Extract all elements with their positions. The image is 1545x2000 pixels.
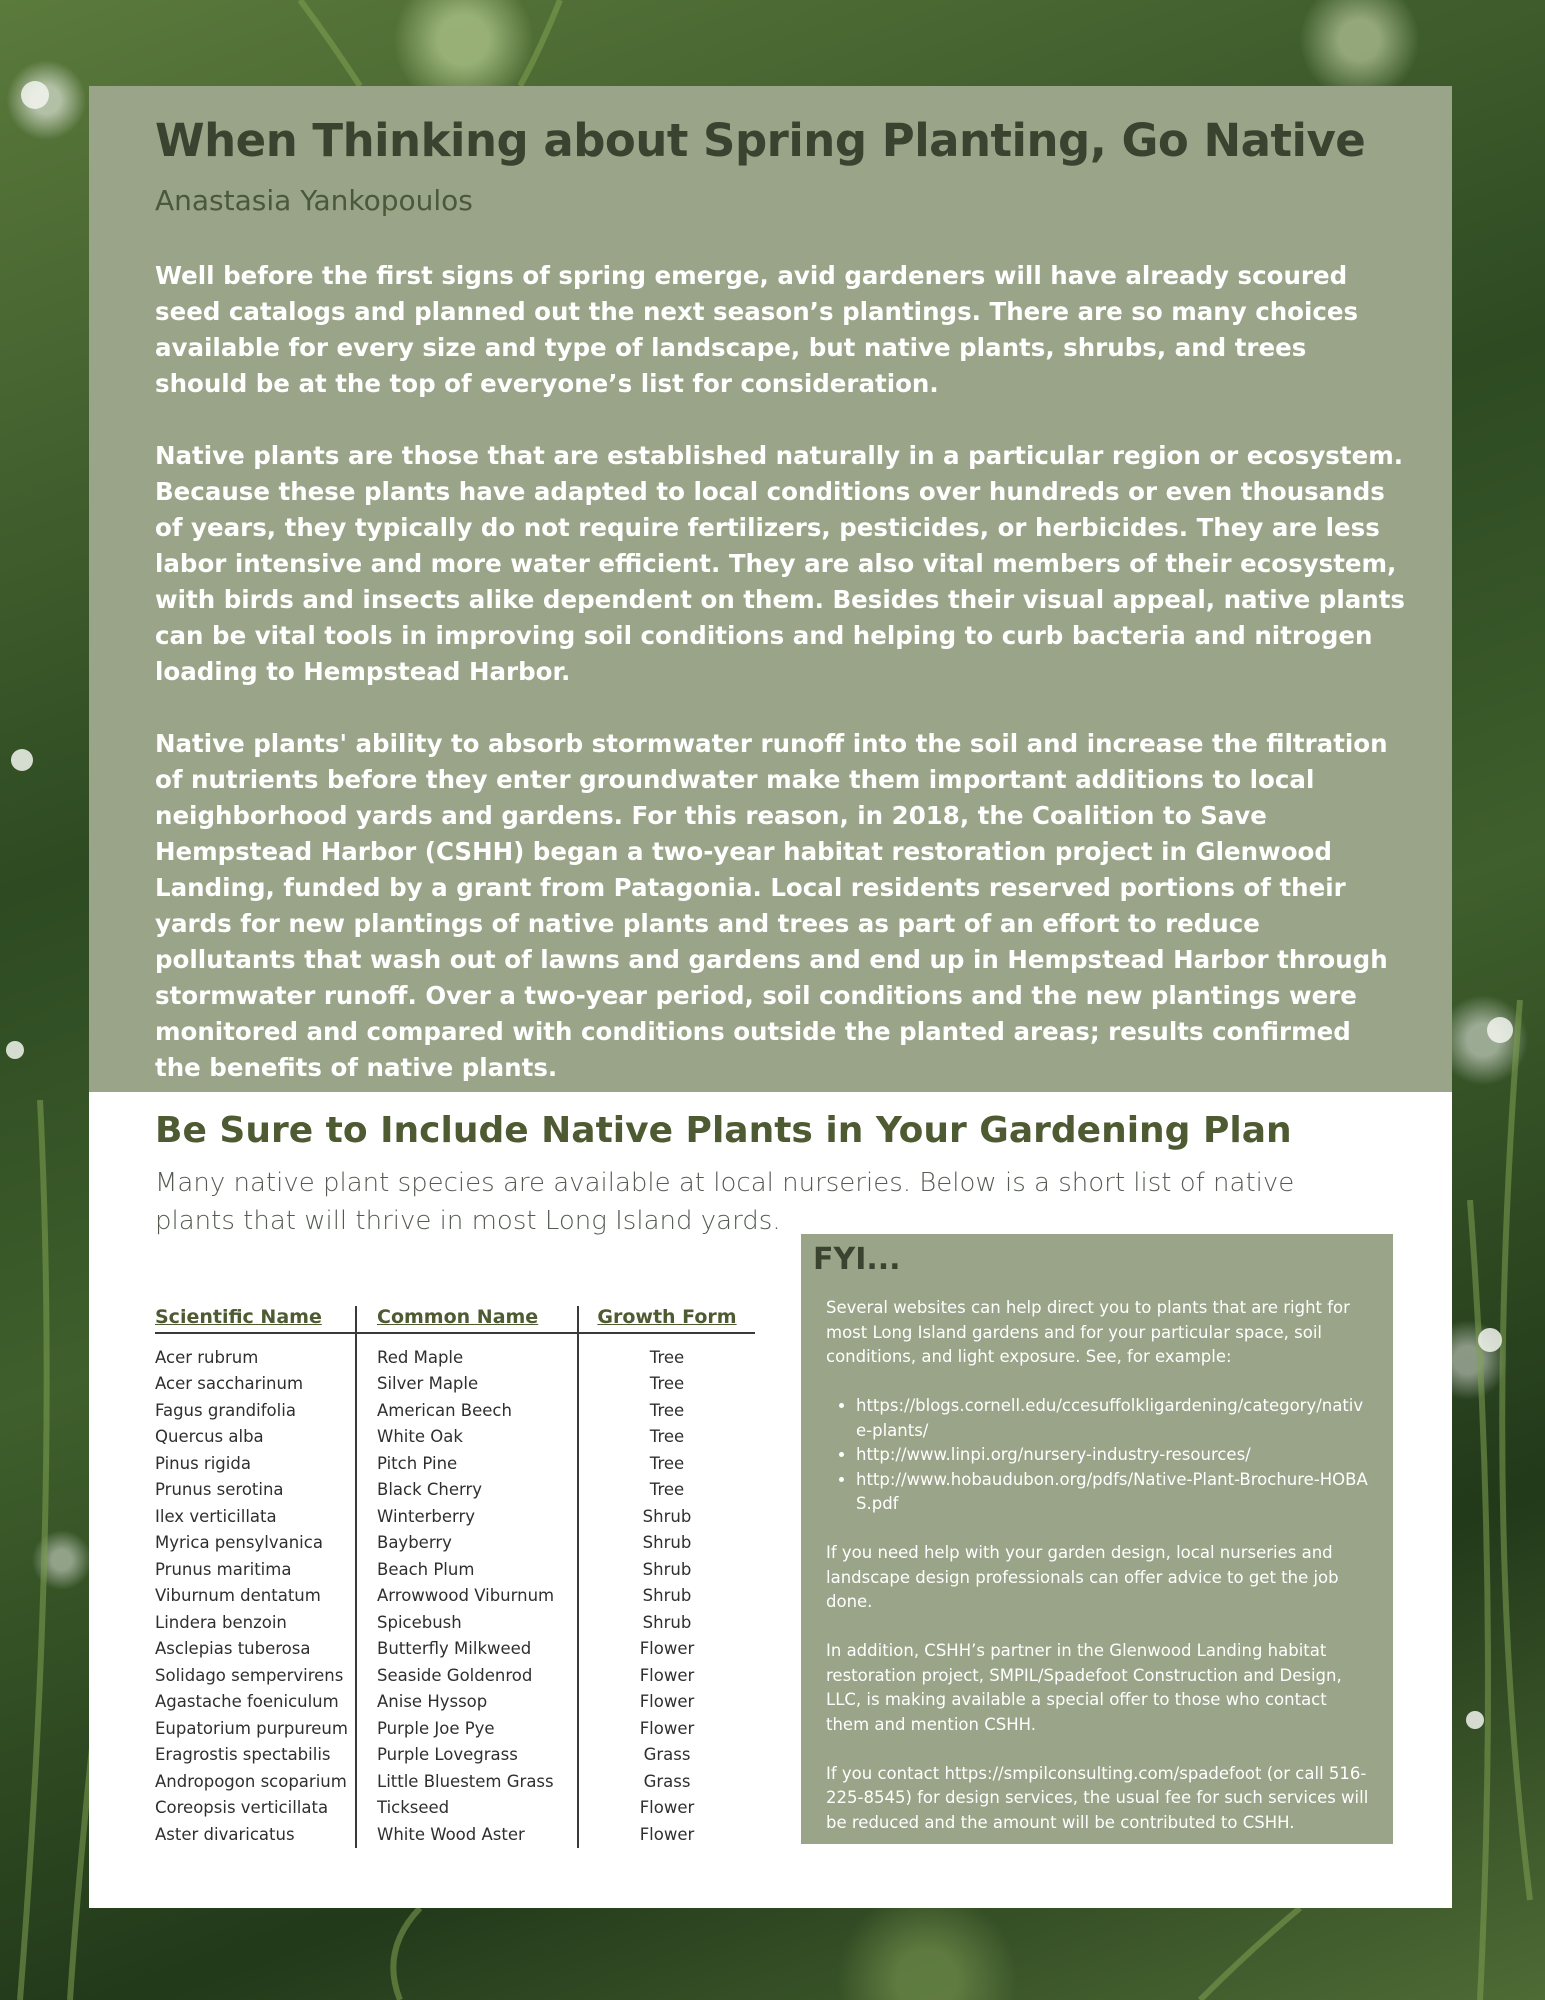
common-name-cell: Little Bluestem Grass [356, 1768, 578, 1795]
fyi-paragraph: If you contact https://smpilconsulting.com/spadefoot (or call 516-225-8545) for design services, the usual fee for such services will be reduced and the amount will be contributed to CSHH. [826, 1763, 1369, 1832]
fyi-title: FYI... [813, 1242, 901, 1277]
growth-form-cell: Flower [578, 1662, 755, 1689]
table-row [155, 1609, 755, 1636]
scientific-name-cell: Asclepias tuberosa [155, 1639, 311, 1659]
scientific-name-cell: Myrica pensylvanica [155, 1533, 323, 1553]
common-name-cell: Tickseed [356, 1795, 578, 1822]
table-header-row [155, 1306, 755, 1333]
fyi-link[interactable]: • http://www.linpi.org/nursery-industry-resources/ [856, 1443, 1371, 1468]
scientific-name-cell: Aster divaricatus [155, 1824, 295, 1844]
scientific-name-cell: Fagus grandifolia [155, 1400, 296, 1420]
common-name-cell: White Wood Aster [356, 1821, 578, 1848]
scientific-name-cell: Acer rubrum [155, 1347, 259, 1367]
table-row [155, 1333, 755, 1371]
article-author: Anastasia Yankopoulos [155, 184, 473, 217]
scientific-name-cell: Prunus serotina [155, 1480, 284, 1500]
growth-form-cell: Flower [578, 1821, 755, 1848]
article-paragraph: Well before the first signs of spring emerge, avid gardeners will have already scoured seed catalogs and planned out the next season’s plantings. There are so many choices available for every size and type of landscape, but native plants, shrubs, and trees should be at the top of everyone’s list for consideration. [155, 261, 1359, 398]
growth-form-cell: Grass [578, 1742, 755, 1769]
column-header-growth-form: Growth Form [578, 1306, 755, 1333]
table-row [155, 1397, 755, 1424]
scientific-name-cell: Agastache foeniculum [155, 1692, 339, 1712]
common-name-cell: Bayberry [356, 1530, 578, 1557]
table-row [155, 1371, 755, 1398]
fyi-link[interactable]: • http://www.hobaudubon.org/pdfs/Native-Plant-Brochure-HOBAS.pdf [856, 1468, 1371, 1517]
article-paragraph: Native plants are those that are established naturally in a particular region or ecosystem. Because these plants have adapted to local conditions over hundreds or even thousands of years, they typically do not require fertilizers, pesticides, or herbicides. They are less labor intensive and more water efficient. They are also vital members of their ecosystem, with birds and insects alike dependent on them. Besides their visual appeal, native plants can be vital tools in improving soil conditions and helping to curb bacteria and nitrogen loading to Hempstead Harbor. [155, 441, 1406, 686]
scientific-name-cell: Eupatorium purpureum [155, 1718, 348, 1738]
column-header-common-name: Common Name [356, 1306, 578, 1333]
table-row [155, 1662, 755, 1689]
section-intro: Many native plant species are available at local nurseries. Below is a short list of native plants that will thrive in most Long Island yards. [155, 1168, 1295, 1236]
scientific-name-cell: Solidago sempervirens [155, 1665, 344, 1685]
table-row [155, 1503, 755, 1530]
common-name-cell: Red Maple [356, 1333, 578, 1371]
growth-form-cell: Tree [578, 1397, 755, 1424]
common-name-cell: Purple Lovegrass [356, 1742, 578, 1769]
scientific-name-cell: Ilex verticillata [155, 1506, 277, 1526]
growth-form-cell: Tree [578, 1450, 755, 1477]
fyi-body [826, 1296, 1371, 1860]
common-name-cell: Anise Hyssop [356, 1689, 578, 1716]
growth-form-cell: Flower [578, 1636, 755, 1663]
growth-form-cell: Shrub [578, 1556, 755, 1583]
common-name-cell: Butterfly Milkweed [356, 1636, 578, 1663]
growth-form-cell: Shrub [578, 1530, 755, 1557]
growth-form-cell: Tree [578, 1371, 755, 1398]
common-name-cell: Seaside Goldenrod [356, 1662, 578, 1689]
growth-form-cell: Flower [578, 1795, 755, 1822]
table-row [155, 1477, 755, 1504]
scientific-name-cell: Viburnum dentatum [155, 1586, 321, 1606]
scientific-name-cell: Prunus maritima [155, 1559, 292, 1579]
table-body [155, 1333, 755, 1848]
common-name-cell: Winterberry [356, 1503, 578, 1530]
scientific-name-cell: Acer saccharinum [155, 1374, 304, 1394]
table-row [155, 1636, 755, 1663]
common-name-cell: Arrowwood Viburnum [356, 1583, 578, 1610]
table-row [155, 1450, 755, 1477]
common-name-cell: American Beech [356, 1397, 578, 1424]
article-sheet [89, 86, 1452, 1908]
scientific-name-cell: Pinus rigida [155, 1453, 251, 1473]
growth-form-cell: Flower [578, 1689, 755, 1716]
table-row [155, 1689, 755, 1716]
fyi-box [801, 1234, 1393, 1844]
table-row [155, 1742, 755, 1769]
table-row [155, 1530, 755, 1557]
common-name-cell: Beach Plum [356, 1556, 578, 1583]
scientific-name-cell: Andropogon scoparium [155, 1771, 347, 1791]
fyi-intro: Several websites can help direct you to plants that are right for most Long Island gardens and for your particular space, soil conditions, and light exposure. See, for example: [826, 1298, 1350, 1366]
article-body [155, 258, 1405, 1122]
common-name-cell: Pitch Pine [356, 1450, 578, 1477]
common-name-cell: White Oak [356, 1424, 578, 1451]
growth-form-cell: Shrub [578, 1583, 755, 1610]
growth-form-cell: Tree [578, 1477, 755, 1504]
table-row [155, 1795, 755, 1822]
growth-form-cell: Flower [578, 1715, 755, 1742]
table-row [155, 1768, 755, 1795]
fyi-paragraph: In addition, CSHH’s partner in the Glenwood Landing habitat restoration project, SMPIL/Spadefoot Construction and Design, LLC, is making available a special offer to those who contact them and mention CSHH. [826, 1641, 1342, 1734]
table-row [155, 1715, 755, 1742]
article-panel [89, 86, 1452, 1092]
table-row [155, 1821, 755, 1848]
fyi-paragraph: If you need help with your garden design, local nurseries and landscape design professionals can offer advice to get the job done. [826, 1543, 1339, 1611]
table-row [155, 1424, 755, 1451]
table-row [155, 1583, 755, 1610]
fyi-link[interactable]: • https://blogs.cornell.edu/ccesuffolkligardening/category/native-plants/ [856, 1394, 1371, 1443]
article-paragraph: Native plants' ability to absorb stormwater runoff into the soil and increase the filtration of nutrients before they enter groundwater make them important additions to local neighborhood yards and gardens. For this reason, in 2018, the Coalition to Save Hempstead Harbor (CSHH) began a two-year habitat restoration project in Glenwood Landing, funded by a grant from Patagonia. Local residents reserved portions of their yards for new plantings of native plants and trees as part of an effort to reduce pollutants that wash out of lawns and gardens and end up in Hempstead Harbor through stormwater runoff. Over a two-year period, soil conditions and the new plantings were monitored and compared with conditions outside the planted areas; results confirmed the benefits of native plants. [155, 729, 1388, 1082]
growth-form-cell: Tree [578, 1333, 755, 1371]
growth-form-cell: Grass [578, 1768, 755, 1795]
common-name-cell: Silver Maple [356, 1371, 578, 1398]
article-title: When Thinking about Spring Planting, Go Native [155, 114, 1366, 167]
column-header-scientific-name: Scientific Name [155, 1306, 356, 1333]
native-plants-table [155, 1306, 755, 1848]
scientific-name-cell: Coreopsis verticillata [155, 1798, 329, 1818]
growth-form-cell: Shrub [578, 1503, 755, 1530]
growth-form-cell: Shrub [578, 1609, 755, 1636]
table-row [155, 1556, 755, 1583]
scientific-name-cell: Quercus alba [155, 1427, 264, 1447]
scientific-name-cell: Lindera benzoin [155, 1612, 287, 1632]
common-name-cell: Spicebush [356, 1609, 578, 1636]
common-name-cell: Purple Joe Pye [356, 1715, 578, 1742]
growth-form-cell: Tree [578, 1424, 755, 1451]
scientific-name-cell: Eragrostis spectabilis [155, 1745, 331, 1765]
section-title: Be Sure to Include Native Plants in Your Gardening Plan [155, 1110, 1292, 1151]
fyi-link-list [826, 1394, 1371, 1517]
common-name-cell: Black Cherry [356, 1477, 578, 1504]
